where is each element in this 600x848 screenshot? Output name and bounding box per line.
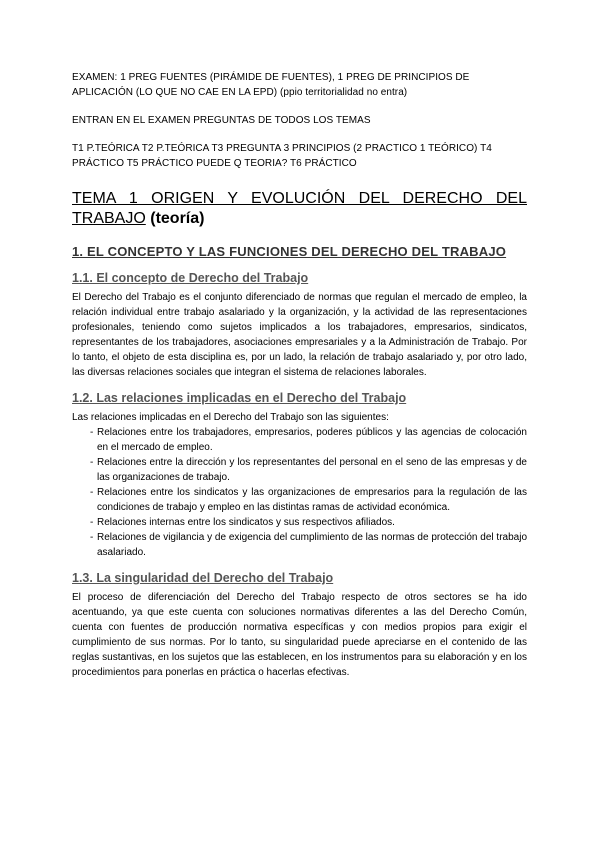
subsection-1-2-intro: Las relaciones implicadas en el Derecho del Trabajo son las siguientes: bbox=[72, 412, 389, 423]
dash-bullet: - bbox=[90, 487, 94, 498]
chapter-title bbox=[72, 189, 527, 229]
list-item bbox=[72, 485, 527, 515]
list-item bbox=[72, 515, 527, 530]
subsection-1-3-title: 1.3. La singularidad del Derecho del Trabajo bbox=[72, 571, 334, 585]
document-page bbox=[72, 70, 527, 690]
subsection-1-2-title: 1.2. Las relaciones implicadas en el Derecho del Trabajo bbox=[72, 391, 407, 405]
subsection-1-1-text: El Derecho del Trabajo es el conjunto diferenciado de normas que regulan el mercado de empleo, la relación individual entre trabajo asalariado y la organización, y la actividad de las representaciones profesionales, teniendo como sujetos implicados a los trabajadores, empresarios, sindicatos, representantes de los trabajadores, asociaciones empresariales y a la Administración de Trabajo. Por lo tanto, el objeto de esta disciplina es, por un lado, la relación de trabajo asalariado y, por otro lado, las diversas relaciones sociales que integran el sistema de relaciones laborales. bbox=[72, 292, 527, 378]
dash-bullet: - bbox=[90, 517, 94, 528]
list-item bbox=[72, 425, 527, 455]
list-item bbox=[72, 530, 527, 560]
section-1-title: 1. EL CONCEPTO Y LAS FUNCIONES DEL DERECHO DEL TRABAJO bbox=[72, 244, 507, 259]
exam-note: EXAMEN: 1 PREG FUENTES (PIRÁMIDE DE FUENTES), 1 PREG DE PRINCIPIOS DE APLICACIÓN (LO QUE NO CAE EN LA EPD) (ppio territorialidad no entra) bbox=[72, 72, 470, 98]
chapter-title-text: TEMA 1 ORIGEN Y EVOLUCIÓN DEL DERECHO DEL TRABAJO bbox=[72, 190, 527, 227]
list-item-text: Relaciones entre los trabajadores, empresarios, poderes públicos y las agencias de colocación en el mercado de empleo. bbox=[97, 427, 527, 453]
dash-bullet: - bbox=[90, 457, 94, 468]
list-item-text: Relaciones de vigilancia y de exigencia del cumplimiento de las normas de protección del trabajo asalariado. bbox=[97, 532, 527, 558]
list-item-text: Relaciones entre la dirección y los representantes del personal en el seno de las empresas y de las organizaciones de trabajo. bbox=[97, 457, 527, 483]
topic-types-note: T1 P.TEÓRICA T2 P.TEÓRICA T3 PREGUNTA 3 PRINCIPIOS (2 PRACTICO 1 TEÓRICO) T4 PRÁCTICO T5 PRÁCTICO PUEDE Q TEORIA? T6 PRÁCTICO bbox=[72, 143, 492, 169]
chapter-title-suffix: (teoría) bbox=[145, 210, 205, 227]
list-item bbox=[72, 455, 527, 485]
dash-bullet: - bbox=[90, 532, 94, 543]
subsection-1-1-title: 1.1. El concepto de Derecho del Trabajo bbox=[72, 271, 309, 285]
relations-list bbox=[72, 425, 527, 560]
subsection-1-3-text: El proceso de diferenciación del Derecho del Trabajo respecto de otros sectores se ha ido acentuando, ya que este cuenta con soluciones normativas diferentes a las del Derecho Común, cuenta con fuentes de producción normativa específicas y con medios propios para exigir el cumplimiento de sus normas. Por lo tanto, su singularidad puede apreciarse en el contenido de las reglas sustantivas, en los sujetos que las establecen, en los instrumentos para su elaboración y en los procedimientos para ponerlas en práctica o hacerlas efectivas. bbox=[72, 592, 527, 678]
dash-bullet: - bbox=[90, 427, 94, 438]
exam-topics-note: ENTRAN EN EL EXAMEN PREGUNTAS DE TODOS LOS TEMAS bbox=[72, 115, 371, 126]
list-item-text: Relaciones entre los sindicatos y las organizaciones de empresarios para la regulación de las condiciones de trabajo y empleo en las distintas ramas de actividad económica. bbox=[97, 487, 527, 513]
list-item-text: Relaciones internas entre los sindicatos y sus respectivos afiliados. bbox=[97, 517, 395, 528]
